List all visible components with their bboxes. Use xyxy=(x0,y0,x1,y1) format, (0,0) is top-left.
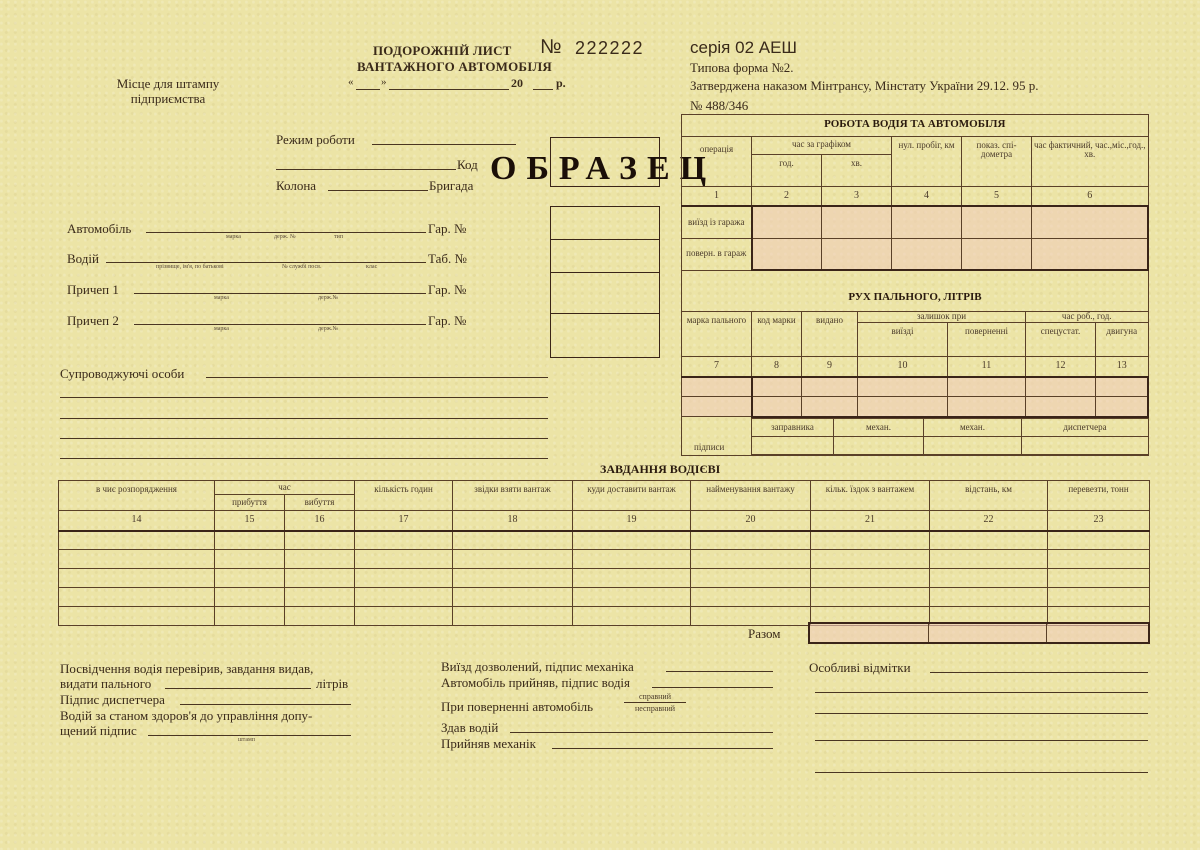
col-num: 11 xyxy=(948,357,1026,377)
cell-input[interactable] xyxy=(1026,377,1096,397)
cell-input[interactable] xyxy=(453,607,573,626)
cell-input[interactable] xyxy=(752,238,822,270)
signature-dispatcher[interactable] xyxy=(1022,437,1149,455)
col-worktime: час роб., год. xyxy=(1026,312,1149,323)
col-hours: год. xyxy=(752,154,822,186)
col-tons: перевезти, тонн xyxy=(1048,481,1150,511)
cell-input[interactable] xyxy=(802,377,858,397)
col-distance: відстань, км xyxy=(930,481,1048,511)
col-num: 21 xyxy=(811,511,930,531)
cell-input[interactable] xyxy=(453,531,573,550)
mechanic-permit-label: Виїзд дозволений, підпис механіка xyxy=(441,659,634,674)
box-divider xyxy=(551,313,659,314)
cell-input[interactable] xyxy=(453,569,573,588)
col-zero-run: нул. пробіг, км xyxy=(892,136,962,186)
col-num: 19 xyxy=(573,511,691,531)
col-load-from: звідки взяти вантаж xyxy=(453,481,573,511)
col-remain: залишок при xyxy=(858,312,1026,323)
col-num: 2 xyxy=(752,186,822,206)
signer-dispatcher: диспетчера xyxy=(1022,419,1149,437)
box-divider xyxy=(551,272,659,273)
escort-label: Супроводжуючі особи xyxy=(60,366,185,381)
col-departure: вибуття xyxy=(285,495,355,511)
col-cargo-name: найменування вантажу xyxy=(691,481,811,511)
cell-input[interactable] xyxy=(948,397,1026,417)
cell-input[interactable] xyxy=(691,588,811,607)
driver-handover-label: Здав водій xyxy=(441,720,499,735)
col-actual-time: час фактичний, час.,міс.,год., хв. xyxy=(1032,136,1149,186)
cell-input[interactable] xyxy=(453,588,573,607)
footer-left-line4: Водій за станом здоров'я до управління допу- xyxy=(60,708,313,723)
escort-field-5[interactable] xyxy=(60,458,548,459)
fuel-table-title: РУХ ПАЛЬНОГО, ЛІТРІВ xyxy=(848,291,982,303)
cell-input[interactable] xyxy=(930,569,1048,588)
cell-input[interactable] xyxy=(930,588,1048,607)
cell-input[interactable] xyxy=(59,569,215,588)
cell-input[interactable] xyxy=(285,569,355,588)
cell-input[interactable] xyxy=(215,588,285,607)
col-remain-departure: виїзді xyxy=(858,323,948,357)
col-num: 5 xyxy=(962,186,1032,206)
cell-input[interactable] xyxy=(285,550,355,569)
work-mode-field[interactable] xyxy=(372,144,516,145)
trailer1-hint-brand: марка xyxy=(214,295,229,301)
total-distance[interactable] xyxy=(928,623,1046,643)
car-hint-brand: марка xyxy=(226,234,241,240)
work-mode-label: Режим роботи xyxy=(276,132,355,147)
mechanic-accept-field[interactable] xyxy=(552,748,773,749)
cell-input[interactable] xyxy=(1048,550,1150,569)
cell-input[interactable] xyxy=(811,569,930,588)
date-year-prefix: 20 xyxy=(511,76,523,90)
col-operation: операція xyxy=(682,136,752,186)
signer-mechanic-2: механ. xyxy=(924,419,1022,437)
car-field[interactable] xyxy=(146,232,426,233)
special-notes-field-2[interactable] xyxy=(815,692,1148,693)
col-num: 13 xyxy=(1096,357,1149,377)
cell-input[interactable] xyxy=(682,397,752,417)
total-tons[interactable] xyxy=(1046,623,1149,643)
col-num: 23 xyxy=(1048,511,1150,531)
col-num: 22 xyxy=(930,511,1048,531)
special-notes-field-1[interactable] xyxy=(930,672,1148,673)
signer-mechanic-1: механ. xyxy=(834,419,924,437)
cell-input[interactable] xyxy=(1048,531,1150,550)
date-close-quote: » xyxy=(381,76,387,88)
task-table-title: ЗАВДАННЯ ВОДІЄВІ xyxy=(600,462,721,476)
cell-input[interactable] xyxy=(453,550,573,569)
special-notes-field-5[interactable] xyxy=(815,772,1148,773)
number-boxes xyxy=(550,206,660,358)
cell-input[interactable] xyxy=(285,531,355,550)
cell-input[interactable] xyxy=(930,550,1048,569)
fuel-table xyxy=(681,311,1149,418)
col-hours-count: кількість годин xyxy=(355,481,453,511)
col-num: 7 xyxy=(682,357,752,377)
driver-label: Водій xyxy=(67,251,99,266)
car-hint-type: тип xyxy=(334,234,344,240)
signature-mechanic-1[interactable] xyxy=(834,437,924,455)
stamp-place-line2: підприємства xyxy=(130,91,206,106)
column-field[interactable] xyxy=(328,190,428,191)
special-notes-field-4[interactable] xyxy=(815,740,1148,741)
cell-input[interactable] xyxy=(691,550,811,569)
cell-input[interactable] xyxy=(1048,569,1150,588)
date-open-quote: « xyxy=(348,76,354,88)
trailer1-hint-plate: держ.№ xyxy=(318,295,339,301)
return-condition-options[interactable] xyxy=(624,691,686,714)
escort-field-1[interactable] xyxy=(206,377,548,378)
driver-health-sign-field[interactable] xyxy=(148,735,351,736)
col-num: 3 xyxy=(822,186,892,206)
cell-input[interactable] xyxy=(1096,397,1149,417)
col-disposal: в чиє розпорядження xyxy=(59,481,215,511)
code-label: Код xyxy=(457,157,478,172)
cell-input[interactable] xyxy=(215,531,285,550)
trailer2-label: Причеп 2 xyxy=(67,313,119,328)
box-divider xyxy=(551,239,659,240)
driver-hint-license: № службі посв. xyxy=(282,264,322,270)
driver-tab-label: Таб. № xyxy=(428,251,467,266)
form-type: Типова форма №2. xyxy=(690,60,794,75)
dispatcher-sign-field[interactable] xyxy=(180,704,351,705)
cell-input[interactable] xyxy=(573,569,691,588)
cell-input[interactable] xyxy=(962,238,1032,270)
col-num: 10 xyxy=(858,357,948,377)
footer-left-line1: Посвідчення водія перевірив, завдання видав, xyxy=(60,661,314,676)
col-num: 6 xyxy=(1032,186,1149,206)
cell-input[interactable] xyxy=(355,607,453,626)
task-table xyxy=(58,480,1150,626)
cell-input[interactable] xyxy=(892,238,962,270)
col-num: 1 xyxy=(682,186,752,206)
document-number: 222222 xyxy=(575,38,645,58)
date-month-field[interactable] xyxy=(389,89,509,90)
dispatcher-sign-label: Підпис диспетчера xyxy=(60,692,165,707)
cell-input[interactable] xyxy=(59,531,215,550)
escort-field-2[interactable] xyxy=(60,397,548,398)
signature-mechanic-2[interactable] xyxy=(924,437,1022,455)
col-num: 12 xyxy=(1026,357,1096,377)
sample-watermark: ОБРАЗЕЦ xyxy=(490,150,717,187)
return-condition-label: При поверненні автомобіль xyxy=(441,699,594,714)
signature-fueler[interactable] xyxy=(752,437,834,455)
total-table xyxy=(808,622,1150,644)
fuel-issue-field[interactable] xyxy=(165,688,311,689)
cell-input[interactable] xyxy=(811,531,930,550)
driver-accept-label: Автомобіль прийняв, підпис водія xyxy=(441,675,631,690)
cell-input[interactable] xyxy=(822,238,892,270)
cell-input[interactable] xyxy=(811,588,930,607)
col-num: 20 xyxy=(691,511,811,531)
car-gar-label: Гар. № xyxy=(428,221,467,236)
cell-input[interactable] xyxy=(1032,206,1149,238)
column-label: Колона xyxy=(276,178,317,193)
cell-input[interactable] xyxy=(682,377,752,397)
cell-input[interactable] xyxy=(355,531,453,550)
cell-input[interactable] xyxy=(858,377,948,397)
approval-text: Затверджена наказом Мінтрансу, Мінстату України 29.12. 95 р. xyxy=(690,78,1039,93)
car-hint-plate: держ. № xyxy=(274,234,296,240)
cell-input[interactable] xyxy=(573,550,691,569)
signatures-label: підписи xyxy=(694,442,725,452)
document-title: ПОДОРОЖНІЙ ЛИСТ xyxy=(373,43,512,58)
signatures-table xyxy=(751,418,1149,455)
cell-input[interactable] xyxy=(858,397,948,417)
col-num: 9 xyxy=(802,357,858,377)
cell-input[interactable] xyxy=(752,397,802,417)
cell-input[interactable] xyxy=(355,550,453,569)
mechanic-permit-field[interactable] xyxy=(666,671,773,672)
trailer2-hint-plate: держ.№ xyxy=(318,326,339,332)
col-schedule: час за графіком xyxy=(752,136,892,154)
col-time: час xyxy=(215,481,355,495)
cell-input[interactable] xyxy=(573,607,691,626)
special-notes-label: Особливі відмітки xyxy=(809,660,911,675)
condition-ok[interactable]: справний xyxy=(624,691,686,703)
col-special-equip: спецустат. xyxy=(1026,323,1096,357)
cell-input[interactable] xyxy=(1032,238,1149,270)
brigade-label: Бригада xyxy=(429,178,474,193)
cell-input[interactable] xyxy=(691,569,811,588)
total-trips[interactable] xyxy=(809,623,928,643)
cell-input[interactable] xyxy=(285,607,355,626)
stamp-hint: штамп xyxy=(238,737,255,743)
driver-hint-name: прізвище, ім'я, по батькові xyxy=(156,264,224,270)
cell-input[interactable] xyxy=(215,607,285,626)
cell-input[interactable] xyxy=(691,607,811,626)
stamp-place-label xyxy=(108,76,228,106)
driver-health-sign-label: щений підпис xyxy=(60,723,137,738)
cell-input[interactable] xyxy=(573,531,691,550)
col-issued: видано xyxy=(802,312,858,357)
cell-input[interactable] xyxy=(930,531,1048,550)
cell-input[interactable] xyxy=(1048,588,1150,607)
number-sign: № xyxy=(540,36,563,58)
cell-input[interactable] xyxy=(59,550,215,569)
car-label: Автомобіль xyxy=(67,221,132,236)
condition-faulty[interactable]: несправний xyxy=(634,704,676,713)
cell-input[interactable] xyxy=(59,607,215,626)
mechanic-accept-label: Прийняв механік xyxy=(441,736,536,751)
stamp-place-line1: Місце для штампу xyxy=(116,76,220,91)
cell-input[interactable] xyxy=(752,377,802,397)
trailer2-field[interactable] xyxy=(134,324,426,325)
row-departure-label: виїзд із гаража xyxy=(682,206,752,238)
col-fuel-brand: марка пального xyxy=(682,312,752,357)
cell-input[interactable] xyxy=(691,531,811,550)
col-engine: двигуна xyxy=(1096,323,1149,357)
col-trips: кільк. їздок з вантажем xyxy=(811,481,930,511)
col-remain-return: поверненні xyxy=(948,323,1026,357)
special-notes-field-3[interactable] xyxy=(815,713,1148,714)
col-num: 18 xyxy=(453,511,573,531)
cell-input[interactable] xyxy=(811,550,930,569)
driver-field[interactable] xyxy=(106,262,426,263)
driver-handover-field[interactable] xyxy=(510,732,773,733)
cell-input[interactable] xyxy=(573,588,691,607)
series-label: серія 02 АЕШ xyxy=(690,38,798,57)
trailer1-label: Причеп 1 xyxy=(67,282,119,297)
date-suffix: р. xyxy=(556,76,566,90)
cell-input[interactable] xyxy=(822,206,892,238)
total-label: Разом xyxy=(748,626,781,641)
cell-input[interactable] xyxy=(802,397,858,417)
fuel-issue-suffix: літрів xyxy=(316,676,349,691)
cell-input[interactable] xyxy=(355,588,453,607)
cell-input[interactable] xyxy=(752,206,822,238)
signer-fueler: заправника xyxy=(752,419,834,437)
cell-input[interactable] xyxy=(948,377,1026,397)
cell-input[interactable] xyxy=(285,588,355,607)
row-return-label: поверн. в гараж xyxy=(682,238,752,270)
trailer1-field[interactable] xyxy=(134,293,426,294)
cell-input[interactable] xyxy=(215,550,285,569)
cell-input[interactable] xyxy=(1026,397,1096,417)
col-deliver-to: куди доставити вантаж xyxy=(573,481,691,511)
driver-accept-field[interactable] xyxy=(652,687,773,688)
approval-number: № 488/346 xyxy=(690,98,749,113)
driver-hint-class: клас xyxy=(366,264,378,270)
cell-input[interactable] xyxy=(59,588,215,607)
cell-input[interactable] xyxy=(215,569,285,588)
work-table-title: РОБОТА ВОДІЯ ТА АВТОМОБІЛЯ xyxy=(682,114,1149,136)
document-subtitle: ВАНТАЖНОГО АВТОМОБІЛЯ xyxy=(357,59,552,74)
col-speedometer: показ. спі-дометра xyxy=(962,136,1032,186)
fuel-issue-label: видати пального xyxy=(60,676,152,691)
col-num: 8 xyxy=(752,357,802,377)
trailer1-gar-label: Гар. № xyxy=(428,282,467,297)
escort-field-4[interactable] xyxy=(60,438,548,439)
date-day-field[interactable] xyxy=(356,89,380,90)
cell-input[interactable] xyxy=(892,206,962,238)
col-arrival: прибуття xyxy=(215,495,285,511)
escort-field-3[interactable] xyxy=(60,418,548,419)
code-field[interactable] xyxy=(276,169,456,170)
col-brand-code: код марки xyxy=(752,312,802,357)
col-num: 16 xyxy=(285,511,355,531)
work-table xyxy=(681,114,1149,271)
cell-input[interactable] xyxy=(1096,377,1149,397)
trailer2-hint-brand: марка xyxy=(214,326,229,332)
trailer2-gar-label: Гар. № xyxy=(428,313,467,328)
col-minutes: хв. xyxy=(822,154,892,186)
col-num: 14 xyxy=(59,511,215,531)
col-num: 4 xyxy=(892,186,962,206)
cell-input[interactable] xyxy=(962,206,1032,238)
date-year-field[interactable] xyxy=(533,89,553,90)
col-num: 15 xyxy=(215,511,285,531)
col-num: 17 xyxy=(355,511,453,531)
cell-input[interactable] xyxy=(355,569,453,588)
